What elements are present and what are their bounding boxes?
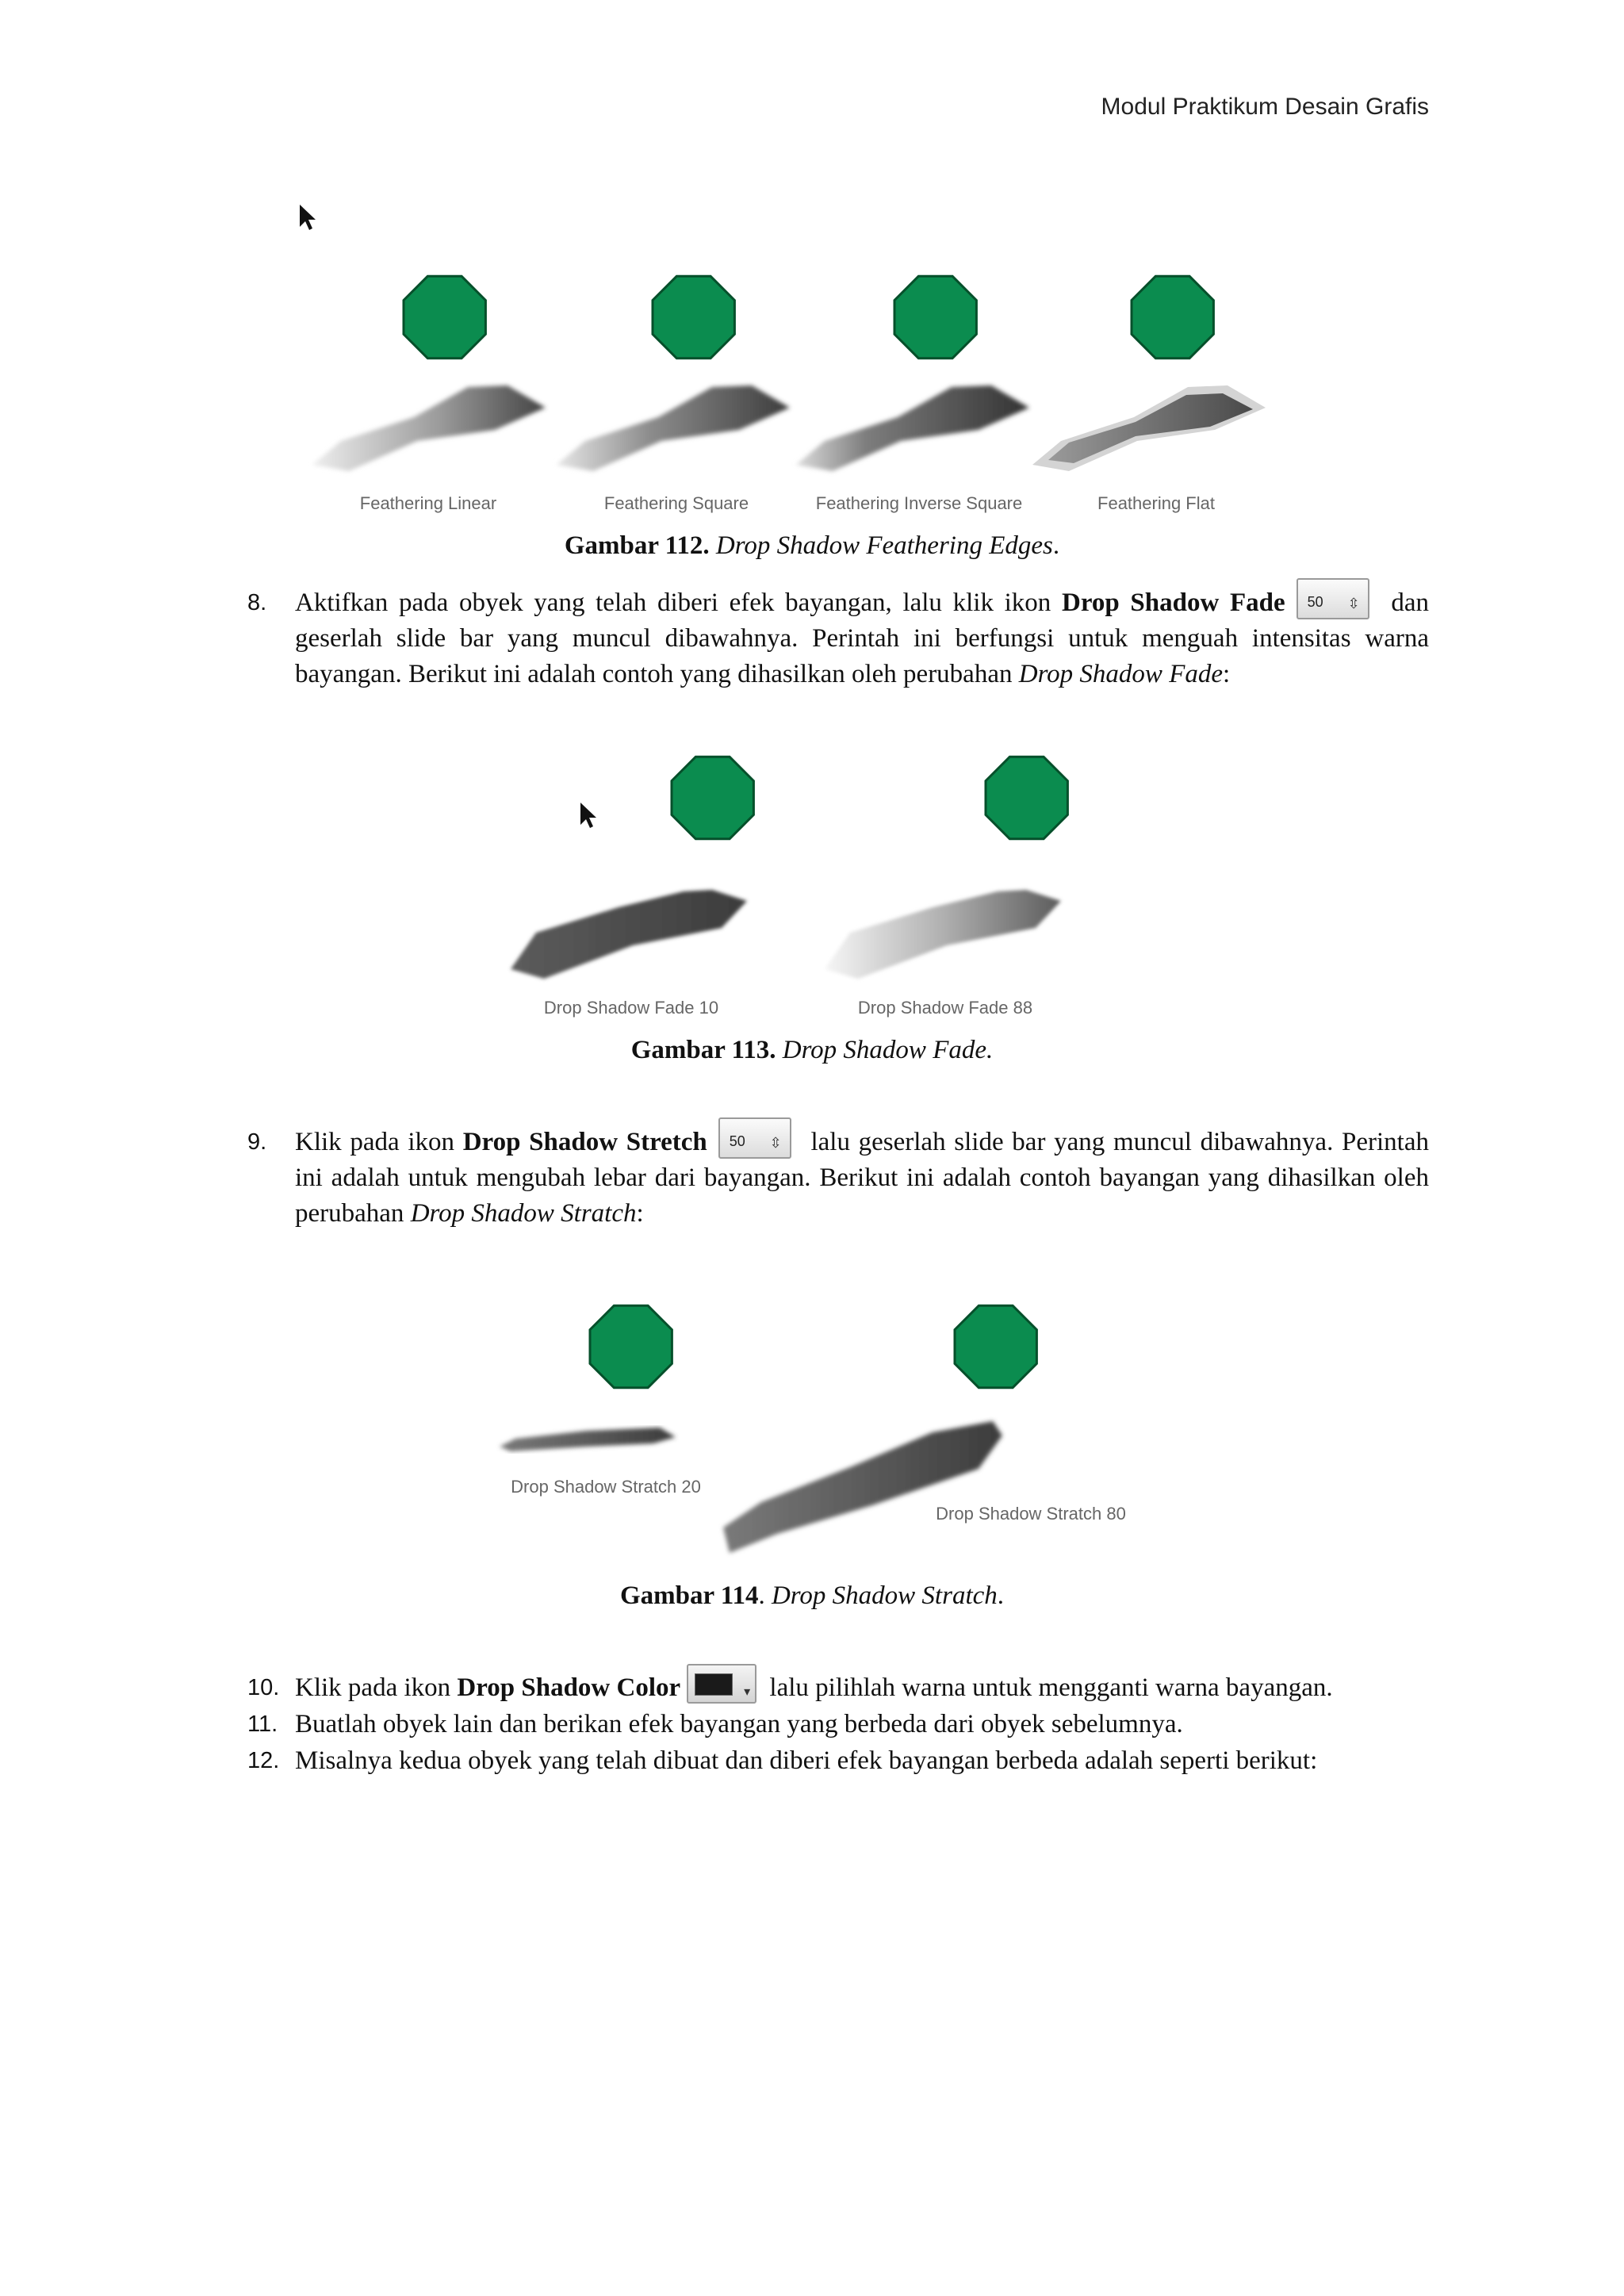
icon-value: 50 xyxy=(1307,594,1323,611)
label-fade-88: Drop Shadow Fade 88 xyxy=(857,998,1033,1018)
label-feathering-linear: Feathering Linear xyxy=(359,493,497,513)
cursor-icon xyxy=(580,803,596,828)
slider-arrow-icon: ⇳ xyxy=(1347,596,1360,613)
caption-title: Drop Shadow Fade. xyxy=(782,1036,994,1064)
step-10 xyxy=(247,1670,1429,1706)
octagon-1 xyxy=(672,757,753,838)
step-8 xyxy=(247,585,1429,692)
shadow-feathering-square xyxy=(557,385,790,471)
step-text: Buatlah obyek lain dan berikan efek bayangan yang berbeda dari obyek sebelumnya. xyxy=(295,1710,1183,1738)
step-text: Aktifkan pada obyek yang telah diberi efek bayangan, lalu klik ikon xyxy=(295,588,1062,617)
figure-114-caption: Gambar 114. Drop Shadow Stratch. xyxy=(619,1581,1005,1610)
octagon-4 xyxy=(1132,276,1213,358)
step-number: 12. xyxy=(247,1748,280,1773)
slider-arrow-icon: ⇳ xyxy=(769,1135,782,1152)
step-colon: : xyxy=(636,1199,644,1228)
step-term: Drop Shadow Fade xyxy=(1062,588,1285,617)
step-text: Klik pada ikon xyxy=(295,1673,458,1702)
octagon-3 xyxy=(894,276,976,358)
label-feathering-flat: Feathering Flat xyxy=(1097,493,1215,513)
shadow-stratch-80 xyxy=(723,1421,1002,1553)
step-term: Drop Shadow Color xyxy=(457,1673,681,1702)
caption-title: Drop Shadow Stratch xyxy=(771,1581,998,1610)
octagon-1 xyxy=(590,1305,672,1387)
octagon-2 xyxy=(986,757,1067,838)
caption-number: Gambar 114 xyxy=(619,1581,759,1610)
octagon-1 xyxy=(404,276,485,358)
shadow-stratch-20 xyxy=(500,1428,676,1451)
label-stratch-20: Drop Shadow Stratch 20 xyxy=(511,1477,701,1497)
shadow-feathering-inverse-square xyxy=(796,385,1029,471)
step-number: 9. xyxy=(247,1129,267,1155)
step-text-2: lalu pilihlah warna untuk mengganti warna bayangan. xyxy=(763,1673,1333,1702)
step-number: 11. xyxy=(247,1711,278,1737)
drop-shadow-fade-icon[interactable] xyxy=(1297,578,1369,619)
shadow-fade-88 xyxy=(825,890,1061,979)
label-fade-10: Drop Shadow Fade 10 xyxy=(543,998,719,1018)
caption-number: Gambar 113. xyxy=(630,1036,776,1064)
figure-112-caption: Gambar 112. Drop Shadow Feathering Edges. xyxy=(564,531,1060,560)
step-text-2: lalu geserlah slide bar yang muncul dibawahnya. Perintah ini adalah untuk mengubah lebar dari bayangan. Berikut ini adalah contoh bayangan yang dihasilkan oleh perubahan xyxy=(295,1128,1429,1228)
figure-114 xyxy=(492,1253,1142,1562)
caption-title: Drop Shadow Feathering Edges xyxy=(715,531,1053,560)
icon-value: 50 xyxy=(729,1133,745,1150)
chevron-down-icon: ▾ xyxy=(744,1684,751,1700)
step-text-2: dan geserlah slide bar yang muncul dibawahnya. Perintah ini berfungsi untuk menguah intensitas warna bayangan. Berikut ini adalah contoh yang dihasilkan oleh perubahan xyxy=(295,588,1429,688)
color-swatch xyxy=(695,1673,733,1696)
drop-shadow-stretch-icon[interactable] xyxy=(718,1117,791,1159)
label-feathering-inverse-square: Feathering Inverse Square xyxy=(815,493,1023,513)
octagon-2 xyxy=(653,276,734,358)
step-number: 8. xyxy=(247,590,267,615)
shadow-feathering-flat xyxy=(1032,385,1266,471)
step-colon: : xyxy=(1223,660,1231,688)
figure-113-caption xyxy=(0,1036,1624,1065)
figure-113 xyxy=(500,714,1134,1023)
step-term-italic: Drop Shadow Fade xyxy=(1018,660,1223,688)
step-term-italic: Drop Shadow Stratch xyxy=(410,1199,637,1228)
caption-number: Gambar 112. xyxy=(564,531,710,560)
shadow-fade-10 xyxy=(511,890,747,979)
step-number: 10. xyxy=(247,1675,280,1700)
step-term: Drop Shadow Stretch xyxy=(462,1128,707,1156)
page-header: Modul Praktikum Desain Grafis xyxy=(1101,94,1429,120)
figure-112 xyxy=(293,198,1348,516)
label-stratch-80: Drop Shadow Stratch 80 xyxy=(936,1504,1126,1524)
step-text: Klik pada ikon xyxy=(295,1128,463,1156)
drop-shadow-color-icon[interactable] xyxy=(687,1664,756,1704)
step-12 xyxy=(247,1743,1429,1779)
octagon-2 xyxy=(955,1305,1036,1387)
cursor-icon xyxy=(300,205,316,230)
step-9 xyxy=(247,1125,1429,1232)
shadow-feathering-linear xyxy=(312,385,546,471)
step-11 xyxy=(247,1707,1429,1742)
label-feathering-square: Feathering Square xyxy=(603,493,749,513)
step-text: Misalnya kedua obyek yang telah dibuat dan diberi efek bayangan berbeda adalah seperti berikut: xyxy=(295,1746,1318,1775)
